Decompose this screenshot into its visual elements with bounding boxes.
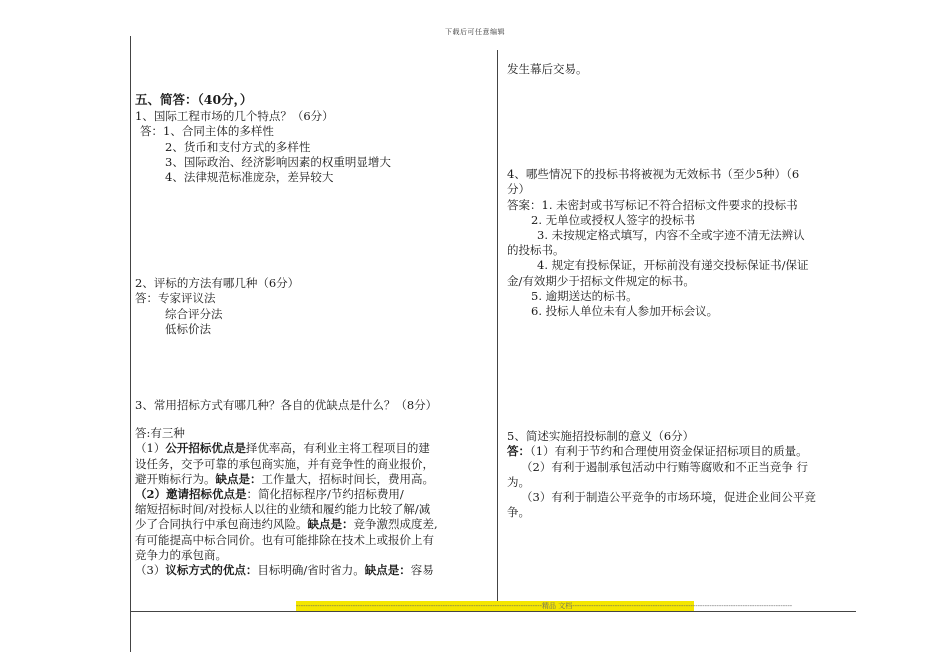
q4-answer-line: 6. 投标人单位未有人参加开标会议。 bbox=[531, 304, 719, 319]
q3-p1-text: 择优率高，有利业主将工程项目的建 bbox=[245, 441, 430, 456]
q4-question: 分） bbox=[507, 182, 530, 197]
q2-question: 2、评标的方法有哪几种（6分） bbox=[135, 276, 300, 291]
q3-paragraph-2 bbox=[135, 487, 493, 502]
q3-p2-text: 少了合同执行中承包商违约风险。 bbox=[135, 517, 308, 532]
q4-answer-line: 5. 逾期送达的标书。 bbox=[531, 288, 638, 303]
q3-p2-cons-label: 缺点是： bbox=[307, 517, 354, 532]
section-title: 五、简答：（40分，） bbox=[135, 92, 253, 107]
q1-question: 1、国际工程市场的几个特点？（6分） bbox=[135, 109, 334, 124]
continuation-line: 发生幕后交易。 bbox=[507, 62, 588, 76]
q1-answer-line: 答：1、合同主体的多样性 bbox=[140, 124, 274, 139]
q3-p3-text: 目标明确/省时省力。 bbox=[257, 563, 365, 578]
q3-p1-label: 公开招标优点是 bbox=[165, 441, 246, 456]
q4-answer-line: 的投标书。 bbox=[507, 243, 565, 258]
q5-answer-line bbox=[507, 444, 855, 459]
q3-p3-label: 议标方式的优点： bbox=[165, 563, 258, 578]
right-column bbox=[507, 62, 855, 520]
q4-answer-line: 答案：1. 未密封或书写标记不符合招标文件要求的投标书 bbox=[507, 197, 798, 212]
q3-p1-text: 避开贿标行为。 bbox=[135, 471, 216, 486]
bottom-rule-line bbox=[130, 611, 856, 612]
q3-p2-line: 竞争力的承包商。 bbox=[135, 547, 227, 562]
q3-p2-line bbox=[135, 517, 493, 532]
q3-p2-line: 缩短招标时间/对投标人以往的业绩和履约能力比较了解/减 bbox=[135, 502, 431, 517]
q1-answer-line: 2、货币和支付方式的多样性 bbox=[165, 139, 311, 154]
q3-p1-line bbox=[135, 472, 493, 487]
q2-answer-line: 答：专家评议法 bbox=[135, 291, 216, 306]
q3-p3-cons-text: 容易 bbox=[410, 563, 434, 578]
q3-p3-number: （3） bbox=[135, 563, 166, 578]
q3-p2-line: 有可能提高中标合同价。也有可能排除在技术上或报价上有 bbox=[135, 532, 434, 547]
q5-answer-line: 为。 bbox=[507, 474, 530, 489]
q3-paragraph-1 bbox=[135, 441, 493, 456]
q3-p1-line: 设任务，交予可靠的承包商实施，并有竞争性的商业报价， bbox=[135, 456, 434, 471]
q3-p1-number: （1） bbox=[135, 441, 166, 456]
q5-answer-label: 答： bbox=[507, 444, 530, 459]
q4-answer-line: 金/有效期少于招标文件规定的标书。 bbox=[507, 273, 695, 288]
page-header-note: 下载后可任意编辑 bbox=[445, 28, 505, 36]
q4-answer-line: 3. 未按规定格式填写，内容不全或字迹不清无法辨认 bbox=[537, 228, 805, 243]
q3-p1-cons-label: 缺点是： bbox=[215, 471, 262, 486]
q3-question: 3、常用招标方式有哪几种？各自的优缺点是什么？（8分） bbox=[135, 398, 438, 413]
q3-p3-cons-label: 缺点是： bbox=[364, 563, 411, 578]
q4-answer-line: 4. 规定有投标保证，开标前没有递交投标保证书/保证 bbox=[537, 258, 809, 273]
q3-p1-cons-text: 工作量大，招标时间长，费用高。 bbox=[261, 471, 434, 486]
column-divider-line bbox=[497, 50, 498, 610]
q3-p2-text: ：简化招标程序/节约招标费用/ bbox=[246, 487, 404, 502]
footer-banner: --------------------------------------------------------------------------------------------------------精品 文档--------------------------------------------------------------------------------------------- bbox=[296, 602, 793, 610]
q4-answer-line: 2. 无单位或授权人签字的投标书 bbox=[531, 212, 696, 227]
q5-answer-line: 争。 bbox=[507, 505, 530, 520]
q4-question: 4、哪些情况下的投标书将被视为无效标书（至少5种）（6 bbox=[507, 167, 800, 182]
q1-answer-line: 3、国际政治、经济影响因素的权重明显增大 bbox=[165, 154, 391, 169]
left-column bbox=[135, 92, 493, 578]
q2-answer-line: 低标价法 bbox=[165, 321, 211, 336]
q2-answer-line: 综合评分法 bbox=[165, 306, 223, 321]
q5-answer-text: （1）有利于节约和合理使用资金保证招标项目的质量。 bbox=[530, 444, 808, 459]
q3-answer-intro: 答:有三种 bbox=[135, 426, 185, 441]
q5-answer-line: （3）有利于制造公平竞争的市场环境，促进企业间公平竞 bbox=[521, 490, 816, 505]
q5-answer-line: （2）有利于遏制承包活动中行贿等腐败和不正当竞争 行 bbox=[521, 459, 808, 474]
left-border-line bbox=[130, 36, 131, 652]
q3-p2-label: （2）邀请招标优点是 bbox=[135, 487, 247, 502]
q3-paragraph-3 bbox=[135, 563, 493, 578]
q1-answer-line: 4、法律规范标准庞杂，差异较大 bbox=[165, 170, 334, 185]
q5-question: 5、简述实施招投标制的意义（6分） bbox=[507, 429, 695, 444]
q3-p2-cons-text: 竞争激烈成度差, bbox=[353, 517, 438, 532]
